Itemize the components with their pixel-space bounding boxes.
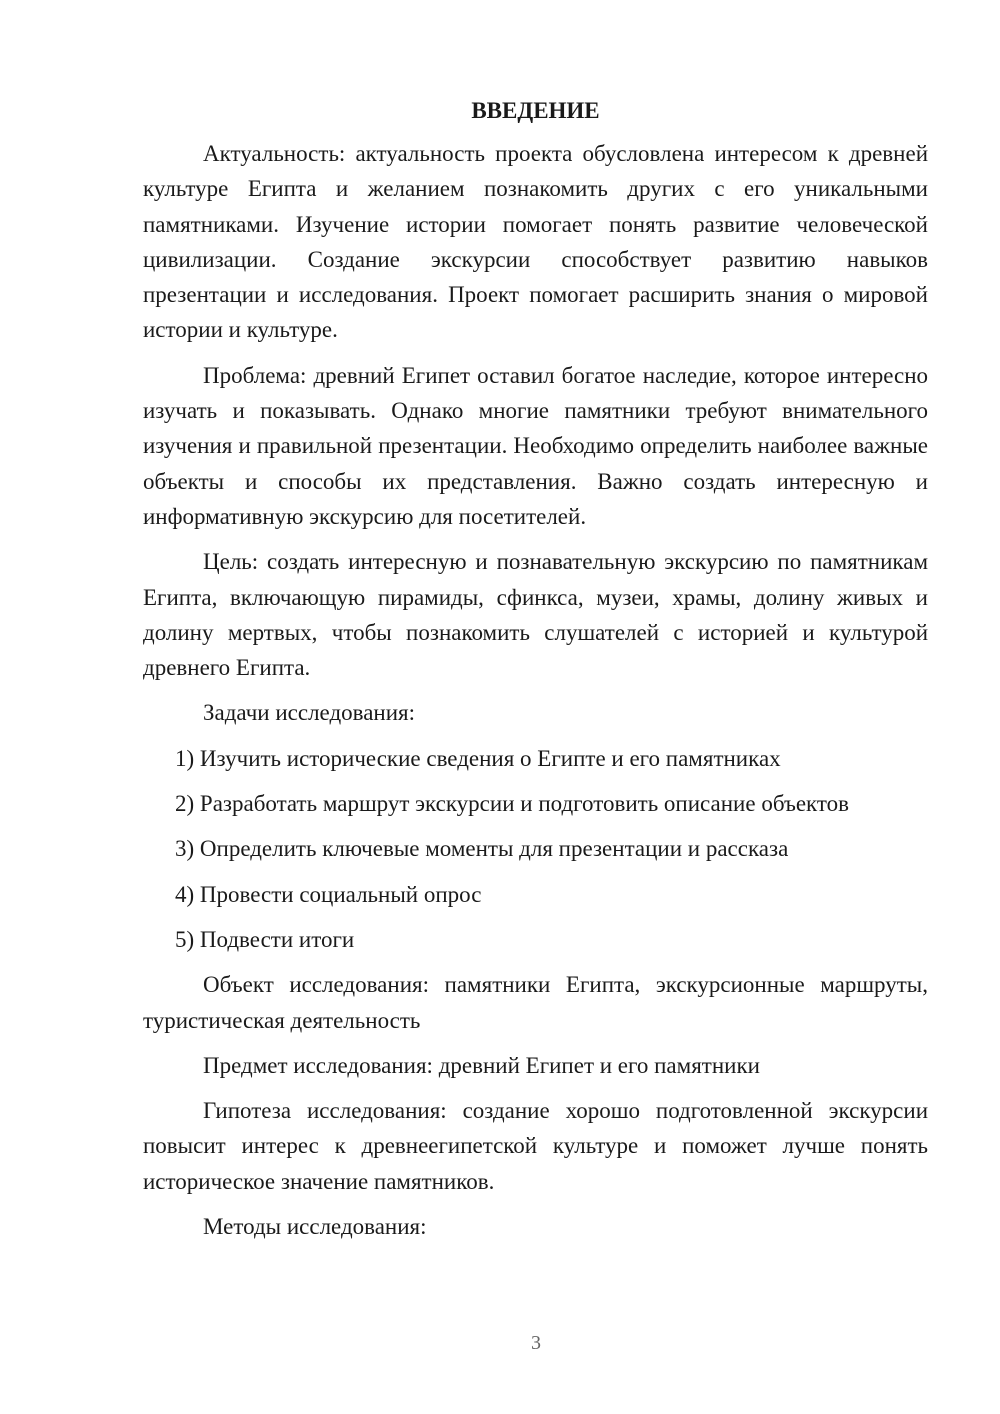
hypothesis-paragraph: Гипотеза исследования: создание хорошо подготовленной экскурсии повысит интерес к древнеегипетской культуре и поможет лучше понять историческое значение памятников. (143, 1098, 928, 1194)
task-item: 1) Изучить исторические сведения о Египте и его памятниках (175, 745, 781, 771)
task-item: 4) Провести социальный опрос (175, 881, 482, 907)
methods-heading: Методы исследования: (203, 1214, 427, 1240)
section-title: ВВЕДЕНИЕ (471, 98, 600, 123)
goal-paragraph: Цель: создать интересную и познавательную экскурсию по памятникам Египта, включающую пирамиды, сфинкса, музеи, храмы, долину живых и долину мертвых, чтобы познакомить слушателей с историей и культурой древнего Египта. (143, 549, 928, 681)
task-item: 3) Определить ключевые моменты для презентации и рассказа (175, 836, 789, 862)
tasks-list (143, 741, 928, 957)
problem-paragraph: Проблема: древний Египет оставил богатое наследие, которое интересно изучать и показывать. Однако многие памятники требуют внимательного изучения и правильной презентации. Необходимо определить наиболее важные объекты и способы их представления. Важно создать интересную и информативную экскурсию для посетителей. (143, 362, 928, 529)
tasks-heading: Задачи исследования: (203, 700, 416, 726)
task-item: 2) Разработать маршрут экскурсии и подготовить описание объектов (175, 791, 850, 817)
document-page (143, 96, 928, 1254)
subject-paragraph: Предмет исследования: древний Египет и его памятники (203, 1052, 760, 1078)
object-paragraph: Объект исследования: памятники Египта, экскурсионные маршруты, туристическая деятельность (143, 972, 928, 1033)
relevance-paragraph: Актуальность: актуальность проекта обусловлена интересом к древней культуре Египта и желанием познакомить других с его уникальными памятниками. Изучение истории помогает понять развитие человеческой цивилизации. Создание экскурсии способствует развитию навыков презентации и исследования. Проект помогает расширить знания о мировой истории и культуре. (143, 141, 928, 343)
task-item: 5) Подвести итоги (175, 926, 355, 952)
page-number: 3 (531, 1332, 541, 1354)
